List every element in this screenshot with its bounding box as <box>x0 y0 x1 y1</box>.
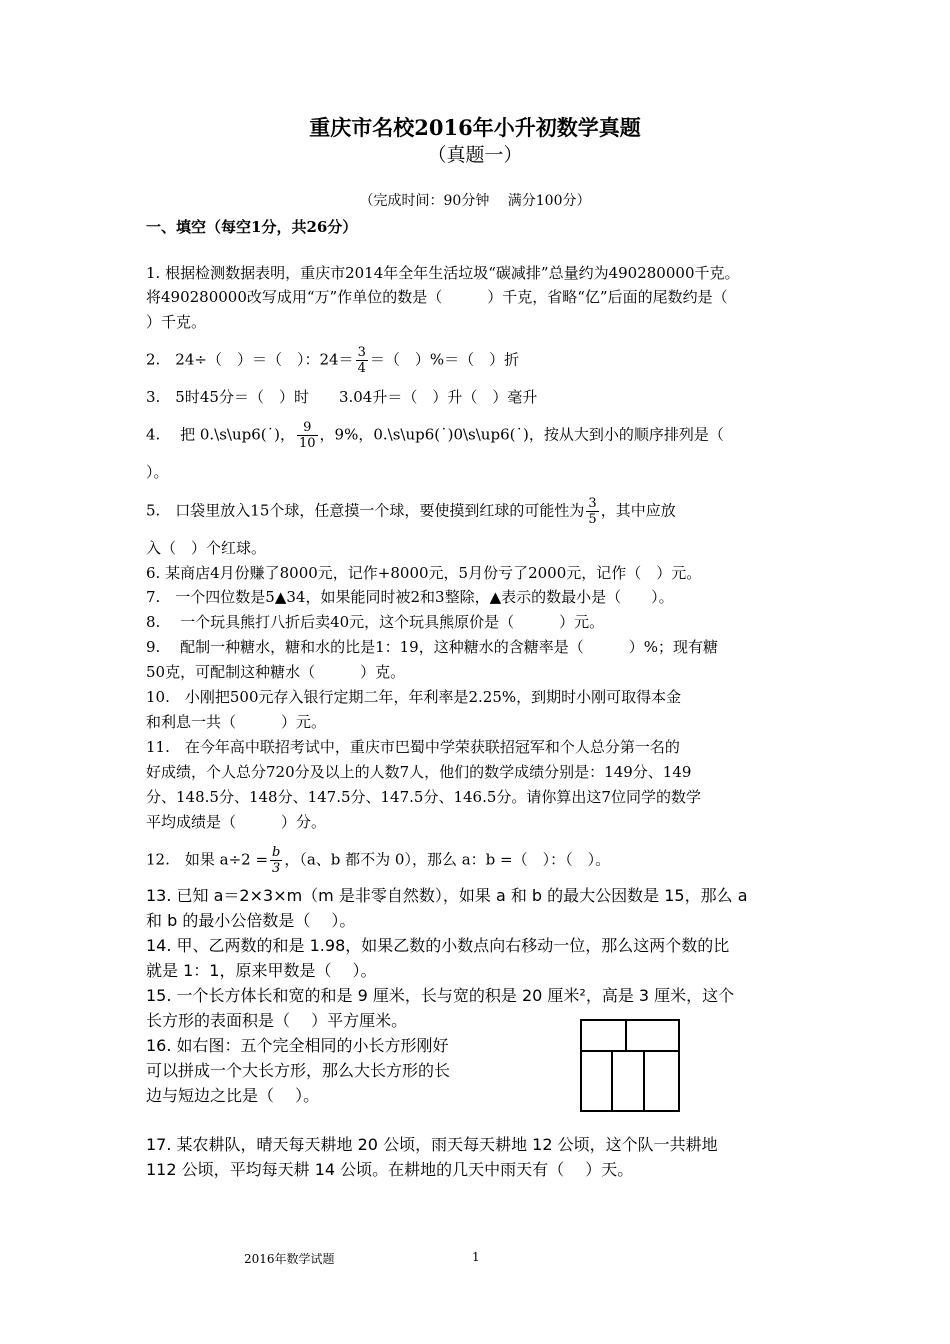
question-15-line-2: 长方形的表面积是（ ）平方厘米。 <box>146 1011 408 1030</box>
question-12 <box>146 845 810 876</box>
fraction-three-fifths <box>586 496 598 527</box>
fraction-b-over-3 <box>270 845 282 876</box>
fraction-numerator: 3 <box>357 345 366 360</box>
question-14-line-1: 14. 甲、乙两数的和是 1.98，如果乙数的小数点向右移动一位，那么这两个数的比 <box>146 936 730 955</box>
question-15-line-1: 15. 一个长方体长和宽的和是 9 厘米，长与宽的积是 20 厘米²，高是 3 厘米，这个 <box>146 986 735 1005</box>
page-number: 1 <box>472 1250 480 1264</box>
question-16-line-1: 16. 如右图：五个完全相同的小长方形刚好 <box>146 1036 449 1055</box>
rectangle-tiling-figure <box>580 1019 680 1112</box>
section-heading: 一、填空（每空1分，共26分） <box>146 218 358 236</box>
question-10-line-1: 10. 小刚把500元存入银行定期二年，年利率是2.25%，到期时小刚可取得本金 <box>146 688 682 706</box>
page-title: 重庆市名校2016年小升初数学真题 <box>309 115 641 140</box>
question-5-line-2: 入（ ）个红球。 <box>146 539 267 557</box>
fraction-nine-tenths <box>297 420 318 451</box>
question-12-text-after: ，（a、b 都不为 0），那么 a：b =（ ）：（ ）。 <box>284 850 611 869</box>
fraction-denominator: 10 <box>298 436 316 451</box>
question-1-line-2: 将490280000改写成用“万”作单位的数是（ ）千克，省略“亿”后面的尾数约是（ <box>146 288 728 306</box>
question-11-line-1: 11. 在今年高中联招考试中，重庆市巴蜀中学荣获联招冠军和个人总分第一名的 <box>146 738 680 756</box>
question-17-line-1: 17. 某农耕队，晴天每天耕地 20 公顷，雨天每天耕地 12 公顷，这个队一共耕地 <box>146 1135 718 1154</box>
question-4-line-2: ）。 <box>146 463 169 481</box>
question-5 <box>146 496 810 527</box>
question-3: 3. 5时45分＝（ ）时 3.04升＝（ ）升（ ）毫升 <box>146 388 538 406</box>
question-5-text-after: ，其中应放 <box>600 501 676 520</box>
question-4-text-before: 4. 把 0.\s\up6(˙)， <box>146 425 295 444</box>
fraction-numerator: 9 <box>303 420 312 435</box>
question-11-line-4: 平均成绩是（ ）分。 <box>146 813 327 831</box>
fraction-numerator: b <box>272 845 281 860</box>
question-16-line-3: 边与短边之比是（ ）。 <box>146 1086 320 1105</box>
page-subtitle: （真题一） <box>427 144 523 166</box>
fraction-denominator: 5 <box>588 512 597 527</box>
question-9-line-1: 9. 配制一种糖水，糖和水的比是1：19，这种糖水的含糖率是（ ）%；现有糖 <box>146 638 718 656</box>
question-13-line-2: 和 b 的最小公倍数是（ ）。 <box>146 911 356 930</box>
question-1-line-3: ）千克。 <box>146 313 207 331</box>
question-6: 6. 某商店4月份赚了8000元，记作+8000元，5月份亏了2000元，记作（ ）元。 <box>146 564 702 582</box>
question-8: 8. 一个玩具熊打八折后卖40元，这个玩具熊原价是（ ）元。 <box>146 613 605 631</box>
fraction-denominator: 4 <box>357 361 366 376</box>
question-16-line-2: 可以拼成一个大长方形，那么大长方形的长 <box>146 1061 451 1080</box>
large-rectangle-outline <box>581 1020 679 1111</box>
question-4-text-after: ，9%，0.\s\up6(˙)0\s\up6(˙)，按从大到小的顺序排列是（ <box>319 425 724 444</box>
footer-label: 2016年数学试题 <box>244 1252 335 1266</box>
question-13-line-1: 13. 已知 a＝2×3×m（m 是非零自然数），如果 a 和 b 的最大公因数是 15，那么 a <box>146 886 748 905</box>
question-11-line-2: 好成绩，个人总分720分及以上的人数7人，他们的数学成绩分别是：149分、149 <box>146 763 692 781</box>
question-5-text-before: 5. 口袋里放入15个球，任意摸一个球，要使摸到红球的可能性为 <box>146 501 585 520</box>
question-2-text-after: ＝（ ）%＝（ ）折 <box>369 350 520 369</box>
question-11-line-3: 分、148.5分、148分、147.5分、147.5分、146.5分。请你算出这7位同学的数学 <box>146 788 701 806</box>
fraction-denominator: 3 <box>270 860 282 876</box>
question-10-line-2: 和利息一共（ ）元。 <box>146 713 327 731</box>
question-2-text-before: 2. 24÷（ ）＝（ ）：24＝ <box>146 350 354 369</box>
question-12-text-before: 12. 如果 a÷2 = <box>146 850 269 869</box>
question-7: 7. 一个四位数是5▲34，如果能同时被2和3整除，▲表示的数最小是（ ）。 <box>146 588 674 606</box>
fraction-three-quarters <box>356 345 368 376</box>
fraction-numerator: 3 <box>588 496 597 511</box>
question-1-line-1: 1. 根据检测数据表明，重庆市2014年全年生活垃圾“碳减排”总量约为490280000千克。 <box>146 264 740 282</box>
question-4 <box>146 420 810 451</box>
question-2 <box>146 345 810 376</box>
question-17-line-2: 112 公顷，平均每天耕 14 公顷。在耕地的几天中雨天有（ ）天。 <box>146 1160 634 1179</box>
question-14-line-2: 就是 1：1，原来甲数是（ ）。 <box>146 961 377 980</box>
time-info: （完成时间：90分钟 满分100分） <box>359 193 591 209</box>
question-9-line-2: 50克，可配制这种糖水（ ）克。 <box>146 663 406 681</box>
